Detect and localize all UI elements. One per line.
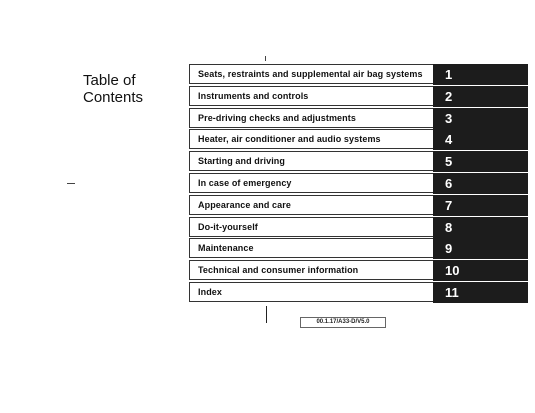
- toc-section-tab[interactable]: 11: [433, 282, 528, 303]
- toc-item-instruments-controls[interactable]: [189, 86, 529, 106]
- toc-section-tab[interactable]: 3: [433, 108, 528, 129]
- toc-item-heater-audio[interactable]: [189, 129, 529, 149]
- toc-item-technical-info[interactable]: [189, 260, 529, 280]
- toc-section-tab[interactable]: 1: [433, 64, 528, 85]
- toc-item-label[interactable]: Index: [189, 282, 435, 302]
- document-code: 00.1.17/A33-D/V5.0: [300, 317, 386, 328]
- crop-mark-bottom: [266, 306, 267, 323]
- toc-section-tab[interactable]: 5: [433, 151, 528, 172]
- toc-item-label[interactable]: Seats, restraints and supplemental air bag systems: [189, 64, 435, 84]
- toc-item-label[interactable]: Heater, air conditioner and audio systems: [189, 129, 435, 149]
- toc-item-emergency[interactable]: [189, 173, 529, 193]
- toc-section-tab[interactable]: 6: [433, 173, 528, 194]
- toc-item-label[interactable]: In case of emergency: [189, 173, 435, 193]
- toc-section-tab[interactable]: 2: [433, 86, 528, 107]
- toc-item-label[interactable]: Instruments and controls: [189, 86, 435, 106]
- crop-mark-top: [265, 56, 266, 61]
- toc-item-label[interactable]: Maintenance: [189, 238, 435, 258]
- table-of-contents-list: [189, 64, 529, 304]
- toc-item-starting-driving[interactable]: [189, 151, 529, 171]
- toc-item-label[interactable]: Technical and consumer information: [189, 260, 435, 280]
- toc-item-appearance-care[interactable]: [189, 195, 529, 215]
- toc-section-tab[interactable]: 9: [433, 238, 528, 259]
- toc-item-maintenance[interactable]: [189, 238, 529, 258]
- page-title-line-2: Contents: [83, 89, 144, 107]
- toc-item-pre-driving-checks[interactable]: [189, 108, 529, 128]
- toc-item-label[interactable]: Do-it-yourself: [189, 217, 435, 237]
- toc-section-tab[interactable]: 4: [433, 129, 528, 150]
- toc-section-tab[interactable]: 8: [433, 217, 528, 238]
- toc-item-label[interactable]: Appearance and care: [189, 195, 435, 215]
- toc-item-index[interactable]: [189, 282, 529, 302]
- page-title: [83, 72, 143, 106]
- toc-item-seats-restraints[interactable]: [189, 64, 529, 84]
- page-title-line-1: Table of: [83, 72, 136, 90]
- toc-item-label[interactable]: Pre-driving checks and adjustments: [189, 108, 435, 128]
- toc-item-label[interactable]: Starting and driving: [189, 151, 435, 171]
- toc-item-do-it-yourself[interactable]: [189, 217, 529, 237]
- crop-mark-left: [67, 183, 75, 184]
- toc-section-tab[interactable]: 10: [433, 260, 528, 281]
- toc-section-tab[interactable]: 7: [433, 195, 528, 216]
